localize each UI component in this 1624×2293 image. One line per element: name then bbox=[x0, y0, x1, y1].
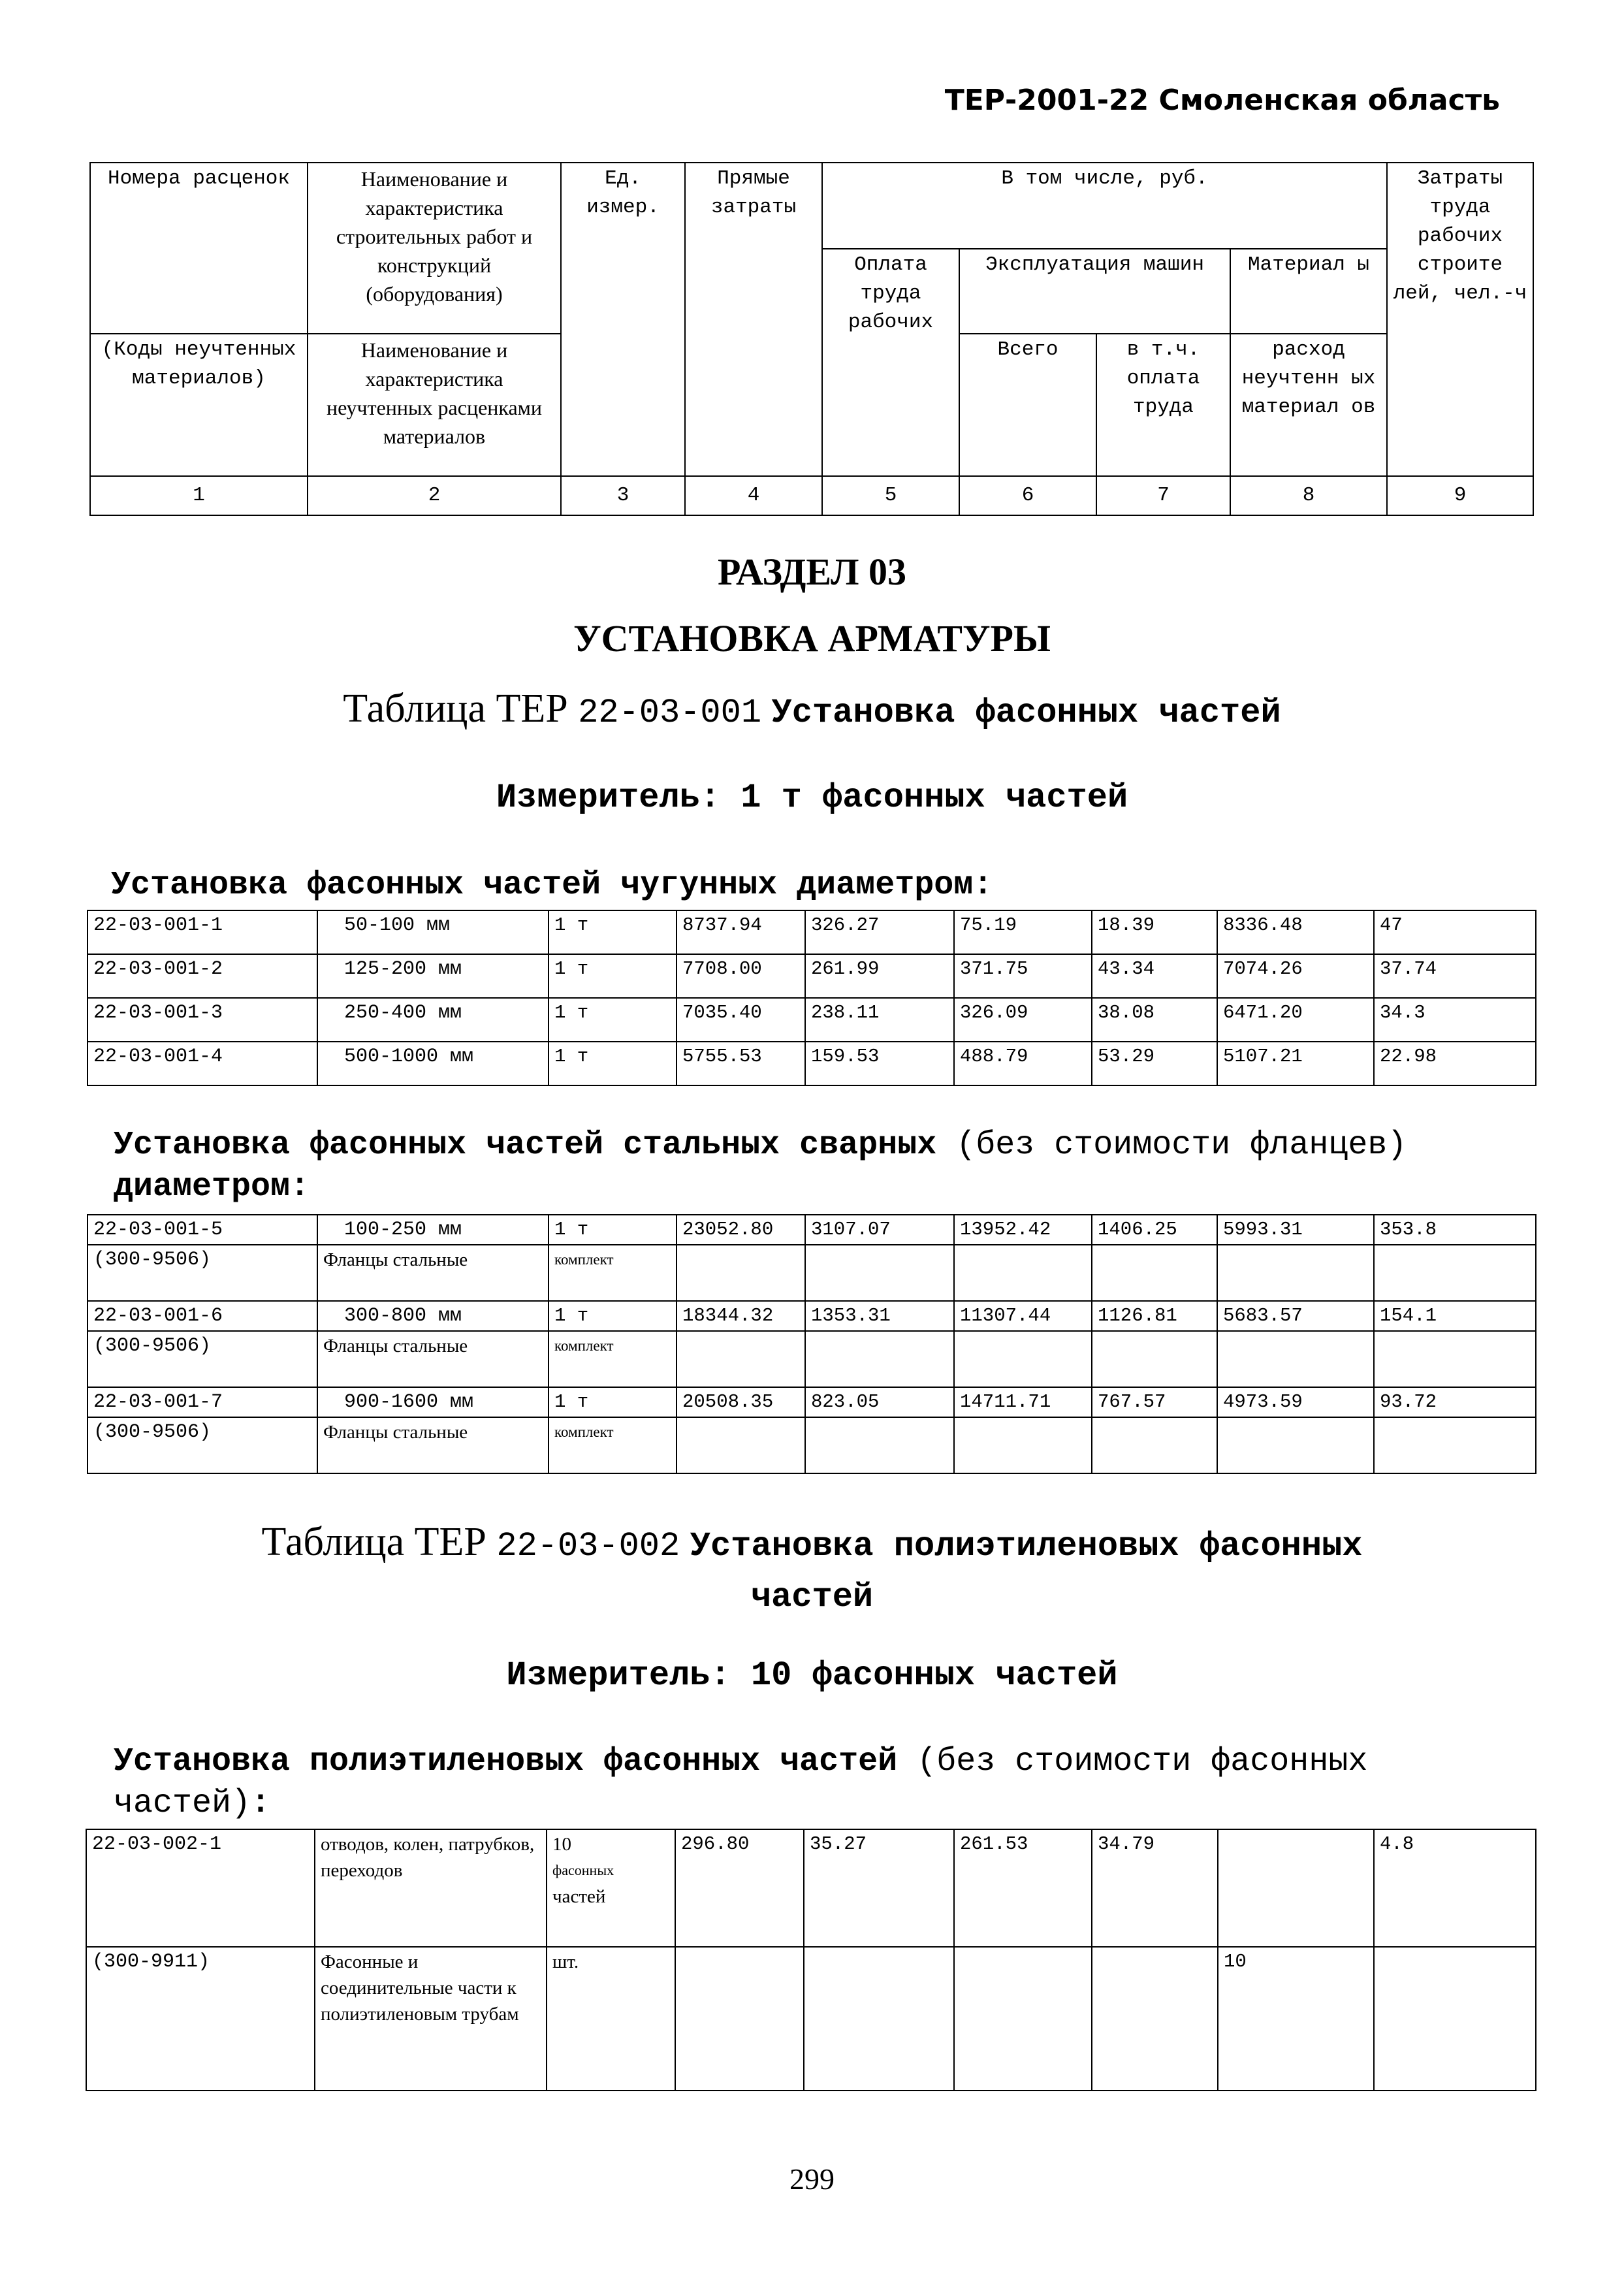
col-number: 3 bbox=[561, 476, 685, 515]
table-row bbox=[88, 1387, 1536, 1417]
labor-hours: 22.98 bbox=[1374, 1042, 1536, 1085]
direct-cost bbox=[677, 1417, 805, 1473]
rate-code: 22-03-001-3 bbox=[88, 998, 317, 1042]
group1-table bbox=[87, 910, 1536, 1086]
rate-code: 22-03-001-4 bbox=[88, 1042, 317, 1085]
table1-title bbox=[0, 686, 1624, 732]
column-header-table bbox=[89, 162, 1534, 516]
direct-cost: 7708.00 bbox=[677, 954, 805, 998]
rate-code: 22-03-001-7 bbox=[88, 1387, 317, 1417]
table1-meter: Измеритель: 1 т фасонных частей bbox=[496, 778, 1128, 817]
machines-cost: 326.09 bbox=[954, 998, 1092, 1042]
labor-cost bbox=[805, 1417, 954, 1473]
table-row bbox=[88, 1245, 1536, 1301]
col-number: 5 bbox=[822, 476, 959, 515]
col-number: 2 bbox=[308, 476, 561, 515]
rate-code: 22-03-002-1 bbox=[86, 1829, 315, 1947]
rate-code: 22-03-001-1 bbox=[88, 910, 317, 954]
materials-cost: 5683.57 bbox=[1217, 1301, 1374, 1331]
materials-cost: 4973.59 bbox=[1217, 1387, 1374, 1417]
work-name: 100-250 мм bbox=[317, 1215, 549, 1245]
direct-cost: 7035.40 bbox=[677, 998, 805, 1042]
machines-cost: 14711.71 bbox=[954, 1387, 1092, 1417]
labor-cost: 1353.31 bbox=[805, 1301, 954, 1331]
table2-meter: Измеритель: 10 фасонных частей bbox=[506, 1656, 1118, 1695]
work-name: 900-1600 мм bbox=[317, 1387, 549, 1417]
table1-name: Установка фасонных частей bbox=[771, 694, 1281, 732]
labor-hours: 353.8 bbox=[1374, 1215, 1536, 1245]
group3-title bbox=[114, 1741, 1518, 1825]
group1-title bbox=[111, 865, 993, 906]
materials-cost: 8336.48 bbox=[1217, 910, 1374, 954]
group2-title bbox=[114, 1125, 1518, 1208]
material-name: Фасонные и соединительные части к полиэтиленовым трубам bbox=[315, 1947, 547, 2091]
col-number: 8 bbox=[1230, 476, 1387, 515]
rate-code: 22-03-001-6 bbox=[88, 1301, 317, 1331]
direct-cost bbox=[677, 1331, 805, 1387]
materials-consumption: 10 bbox=[1218, 1947, 1374, 2091]
unit: 1 т bbox=[549, 998, 677, 1042]
direct-cost bbox=[675, 1947, 804, 2091]
materials-cost bbox=[1217, 1417, 1374, 1473]
unit: 1 т bbox=[549, 1215, 677, 1245]
work-name: 125-200 мм bbox=[317, 954, 549, 998]
table-row bbox=[88, 1301, 1536, 1331]
direct-cost: 8737.94 bbox=[677, 910, 805, 954]
group3-title-normal: (без стоимости фасонных частей) bbox=[114, 1743, 1368, 1822]
machines-cost bbox=[954, 1947, 1092, 2091]
col6-header: Всего bbox=[959, 334, 1096, 476]
table-row bbox=[88, 1215, 1536, 1245]
machines-cost: 75.19 bbox=[954, 910, 1092, 954]
labor-hours: 37.74 bbox=[1374, 954, 1536, 998]
col2-header-top: Наименование и характеристика строительных работ и конструкций (оборудования) bbox=[308, 163, 561, 334]
table-row bbox=[88, 910, 1536, 954]
work-name: 300-800 мм bbox=[317, 1301, 549, 1331]
work-name: Фланцы стальные bbox=[317, 1331, 549, 1387]
work-name: Фланцы стальные bbox=[317, 1245, 549, 1301]
group2-title-bold: Установка фасонных частей стальных сварных bbox=[114, 1127, 937, 1164]
machines-labor-cost bbox=[1092, 1417, 1217, 1473]
direct-cost: 296.80 bbox=[675, 1829, 804, 1947]
labor-hours: 34.3 bbox=[1374, 998, 1536, 1042]
table1-prefix: Таблица ТЕР bbox=[343, 686, 568, 731]
unit: 1 т bbox=[549, 1301, 677, 1331]
machines-labor-cost bbox=[1092, 1331, 1217, 1387]
machines-labor-cost: 34.79 bbox=[1092, 1829, 1218, 1947]
col1-header-bottom: (Коды неучтенных материалов) bbox=[90, 334, 308, 476]
unit: 1 т bbox=[549, 1387, 677, 1417]
work-name: 500-1000 мм bbox=[317, 1042, 549, 1085]
materials-cost: 5107.21 bbox=[1217, 1042, 1374, 1085]
machines-labor-cost: 43.34 bbox=[1092, 954, 1217, 998]
unit: комплект bbox=[549, 1245, 677, 1301]
col-number: 7 bbox=[1096, 476, 1230, 515]
section-number: РАЗДЕЛ 03 bbox=[717, 551, 907, 593]
unit-word: фасонных bbox=[552, 1862, 614, 1878]
materials-cost: 6471.20 bbox=[1217, 998, 1374, 1042]
labor-hours bbox=[1374, 1417, 1536, 1473]
col1-header-top: Номера расценок bbox=[90, 163, 308, 334]
machines-labor-cost: 1126.81 bbox=[1092, 1301, 1217, 1331]
table2-prefix: Таблица ТЕР bbox=[261, 1520, 486, 1564]
col4-header: Прямые затраты bbox=[685, 163, 822, 476]
table2-code: 22-03-002 bbox=[496, 1527, 680, 1565]
direct-cost: 5755.53 bbox=[677, 1042, 805, 1085]
labor-cost: 35.27 bbox=[804, 1829, 954, 1947]
col9-header: Затраты труда рабочих строите лей, чел.-ч bbox=[1387, 163, 1533, 476]
materials-cost: 5993.31 bbox=[1217, 1215, 1374, 1245]
labor-hours bbox=[1374, 1331, 1536, 1387]
machines-labor-cost: 53.29 bbox=[1092, 1042, 1217, 1085]
col-number: 6 bbox=[959, 476, 1096, 515]
unit: комплект bbox=[549, 1417, 677, 1473]
machines-labor-cost bbox=[1092, 1947, 1218, 2091]
materials-cost: 7074.26 bbox=[1217, 954, 1374, 998]
labor-cost: 326.27 bbox=[805, 910, 954, 954]
machines-cost bbox=[954, 1245, 1092, 1301]
col3-header: Ед. измер. bbox=[561, 163, 685, 476]
table1-code: 22-03-001 bbox=[578, 694, 762, 732]
unit: 1 т bbox=[549, 954, 677, 998]
table2-title-line2 bbox=[0, 1570, 1624, 1616]
rate-code: (300-9506) bbox=[88, 1417, 317, 1473]
unit bbox=[547, 1829, 675, 1947]
work-name: 50-100 мм bbox=[317, 910, 549, 954]
table-row bbox=[88, 1042, 1536, 1085]
materials-cost bbox=[1217, 1245, 1374, 1301]
labor-cost bbox=[805, 1331, 954, 1387]
machines-labor-cost bbox=[1092, 1245, 1217, 1301]
col8-header-bottom: расход неучтенн ых материал ов bbox=[1230, 334, 1387, 476]
labor-hours: 47 bbox=[1374, 910, 1536, 954]
machines-cost: 13952.42 bbox=[954, 1215, 1092, 1245]
col7-header: в т.ч. оплата труда bbox=[1096, 334, 1230, 476]
group3-table bbox=[86, 1829, 1536, 2091]
rate-code: 22-03-001-5 bbox=[88, 1215, 317, 1245]
group2-title-tail: диаметром: bbox=[114, 1168, 310, 1206]
group1-title-text: Установка фасонных частей чугунных диаметром: bbox=[111, 867, 993, 904]
group2-table bbox=[87, 1214, 1536, 1474]
labor-cost: 238.11 bbox=[805, 998, 954, 1042]
labor-cost bbox=[804, 1947, 954, 2091]
direct-cost: 20508.35 bbox=[677, 1387, 805, 1417]
labor-cost: 261.99 bbox=[805, 954, 954, 998]
machines-labor-cost: 38.08 bbox=[1092, 998, 1217, 1042]
table2-name-line2: частей bbox=[750, 1578, 874, 1616]
materials-cost bbox=[1217, 1331, 1374, 1387]
labor-cost: 159.53 bbox=[805, 1042, 954, 1085]
unit: 1 т bbox=[549, 1042, 677, 1085]
machines-labor-cost: 767.57 bbox=[1092, 1387, 1217, 1417]
machines-labor-cost: 1406.25 bbox=[1092, 1215, 1217, 1245]
machines-labor-cost: 18.39 bbox=[1092, 910, 1217, 954]
included-header: В том числе, руб. bbox=[822, 163, 1387, 249]
machines-cost: 371.75 bbox=[954, 954, 1092, 998]
work-name: Фланцы стальные bbox=[317, 1417, 549, 1473]
machines-cost: 488.79 bbox=[954, 1042, 1092, 1085]
col8-header-top: Материал ы bbox=[1230, 249, 1387, 334]
table-row bbox=[88, 998, 1536, 1042]
labor-cost bbox=[805, 1245, 954, 1301]
col-number: 9 bbox=[1387, 476, 1533, 515]
group3-title-tail: : bbox=[251, 1785, 271, 1822]
labor-hours bbox=[1374, 1245, 1536, 1301]
unit-word2: частей bbox=[552, 1886, 606, 1907]
labor-cost: 823.05 bbox=[805, 1387, 954, 1417]
work-name: 250-400 мм bbox=[317, 998, 549, 1042]
direct-cost bbox=[677, 1245, 805, 1301]
col-number: 4 bbox=[685, 476, 822, 515]
col5-header: Оплата труда рабочих bbox=[822, 249, 959, 476]
labor-hours bbox=[1374, 1947, 1536, 2091]
rate-code: (300-9506) bbox=[88, 1331, 317, 1387]
table2-title bbox=[0, 1519, 1624, 1565]
unit: 1 т bbox=[549, 910, 677, 954]
direct-cost: 18344.32 bbox=[677, 1301, 805, 1331]
machines-cost bbox=[954, 1331, 1092, 1387]
rate-code: 22-03-001-2 bbox=[88, 954, 317, 998]
section-name: УСТАНОВКА АРМАТУРЫ bbox=[573, 617, 1051, 660]
material-code: (300-9911) bbox=[86, 1947, 315, 2091]
page-header: ТЕР-2001-22 Смоленская область bbox=[944, 84, 1500, 117]
group3-title-bold: Установка полиэтиленовых фасонных частей bbox=[114, 1743, 898, 1780]
labor-hours: 93.72 bbox=[1374, 1387, 1536, 1417]
labor-hours: 154.1 bbox=[1374, 1301, 1536, 1331]
labor-hours: 4.8 bbox=[1374, 1829, 1536, 1947]
work-name: отводов, колен, патрубков, переходов bbox=[315, 1829, 547, 1947]
group2-title-normal: (без стоимости фланцев) bbox=[956, 1127, 1407, 1164]
direct-cost: 23052.80 bbox=[677, 1215, 805, 1245]
page-number: 299 bbox=[789, 2162, 835, 2196]
table-row bbox=[88, 1417, 1536, 1473]
unit: шт. bbox=[547, 1947, 675, 2091]
table-row bbox=[88, 1331, 1536, 1387]
col2-header-bottom: Наименование и характеристика неучтенных расценками материалов bbox=[308, 334, 561, 476]
machines-cost: 11307.44 bbox=[954, 1301, 1092, 1331]
unit: комплект bbox=[549, 1331, 677, 1387]
unit-qty: 10 bbox=[552, 1834, 571, 1855]
machines-group-header: Эксплуатация машин bbox=[959, 249, 1230, 334]
machines-cost: 261.53 bbox=[954, 1829, 1092, 1947]
materials-cost bbox=[1218, 1829, 1374, 1947]
table-row bbox=[88, 954, 1536, 998]
labor-cost: 3107.07 bbox=[805, 1215, 954, 1245]
rate-code: (300-9506) bbox=[88, 1245, 317, 1301]
table2-name-line1: Установка полиэтиленовых фасонных bbox=[690, 1527, 1363, 1565]
col-number: 1 bbox=[90, 476, 308, 515]
machines-cost bbox=[954, 1417, 1092, 1473]
